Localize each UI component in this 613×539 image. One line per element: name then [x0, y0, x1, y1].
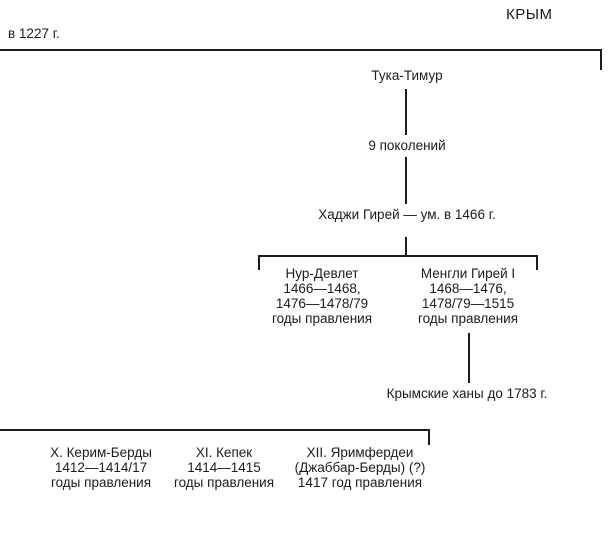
connector-mengli-to-descendants — [468, 333, 470, 383]
khan-name: X. Керим-Берды — [50, 445, 152, 460]
reign-caption: 1417 год правления — [297, 475, 423, 490]
ancestor-node-label: Хаджи Гирей — ум. в 1466 г. — [318, 207, 496, 222]
bottom-branch-line — [0, 429, 430, 431]
khan-name: Менгли Гирей I — [420, 266, 516, 281]
khan-name: XII. Яримфердеи — [306, 445, 414, 460]
bottom-branch-right-tick — [428, 429, 430, 445]
connector-root-to-gap — [405, 89, 407, 135]
connector-gap-to-ancestor — [405, 157, 407, 204]
child-node-nur-devlet — [242, 266, 402, 326]
child-node-mengli-girey — [388, 266, 548, 326]
top-branch-line — [0, 49, 602, 51]
descendants-label: Крымские ханы до 1783 г. — [386, 386, 548, 401]
reign-years: 1412—1414/17 — [54, 460, 148, 475]
reign-years-1: 1466—1468, — [283, 281, 361, 296]
reign-caption: годы правления — [50, 475, 152, 490]
top-branch-right-tick — [600, 49, 602, 70]
khan-name: Нур-Девлет — [285, 266, 359, 281]
reign-caption: годы правления — [417, 311, 519, 326]
reign-caption: годы правления — [173, 475, 275, 490]
khan-name: XI. Кепек — [195, 445, 253, 460]
division-year-label: в 1227 г. — [8, 26, 60, 41]
reign-years-2: 1478/79—1515 — [421, 296, 515, 311]
reign-caption: годы правления — [271, 311, 373, 326]
khan-node-yarimferdei — [280, 445, 440, 490]
root-node-label: Тука-Тимур — [371, 68, 443, 83]
khan-alt-name: (Джаббар-Берды) (?) — [294, 460, 426, 475]
region-label: КРЫМ — [506, 6, 553, 23]
reign-years-1: 1468—1476, — [429, 281, 507, 296]
generations-gap-label: 9 поколений — [368, 138, 446, 153]
children-bracket-line — [258, 255, 538, 257]
reign-years-2: 1476—1478/79 — [275, 296, 369, 311]
reign-years: 1414—1415 — [187, 460, 261, 475]
connector-ancestor-to-bracket — [405, 237, 407, 255]
